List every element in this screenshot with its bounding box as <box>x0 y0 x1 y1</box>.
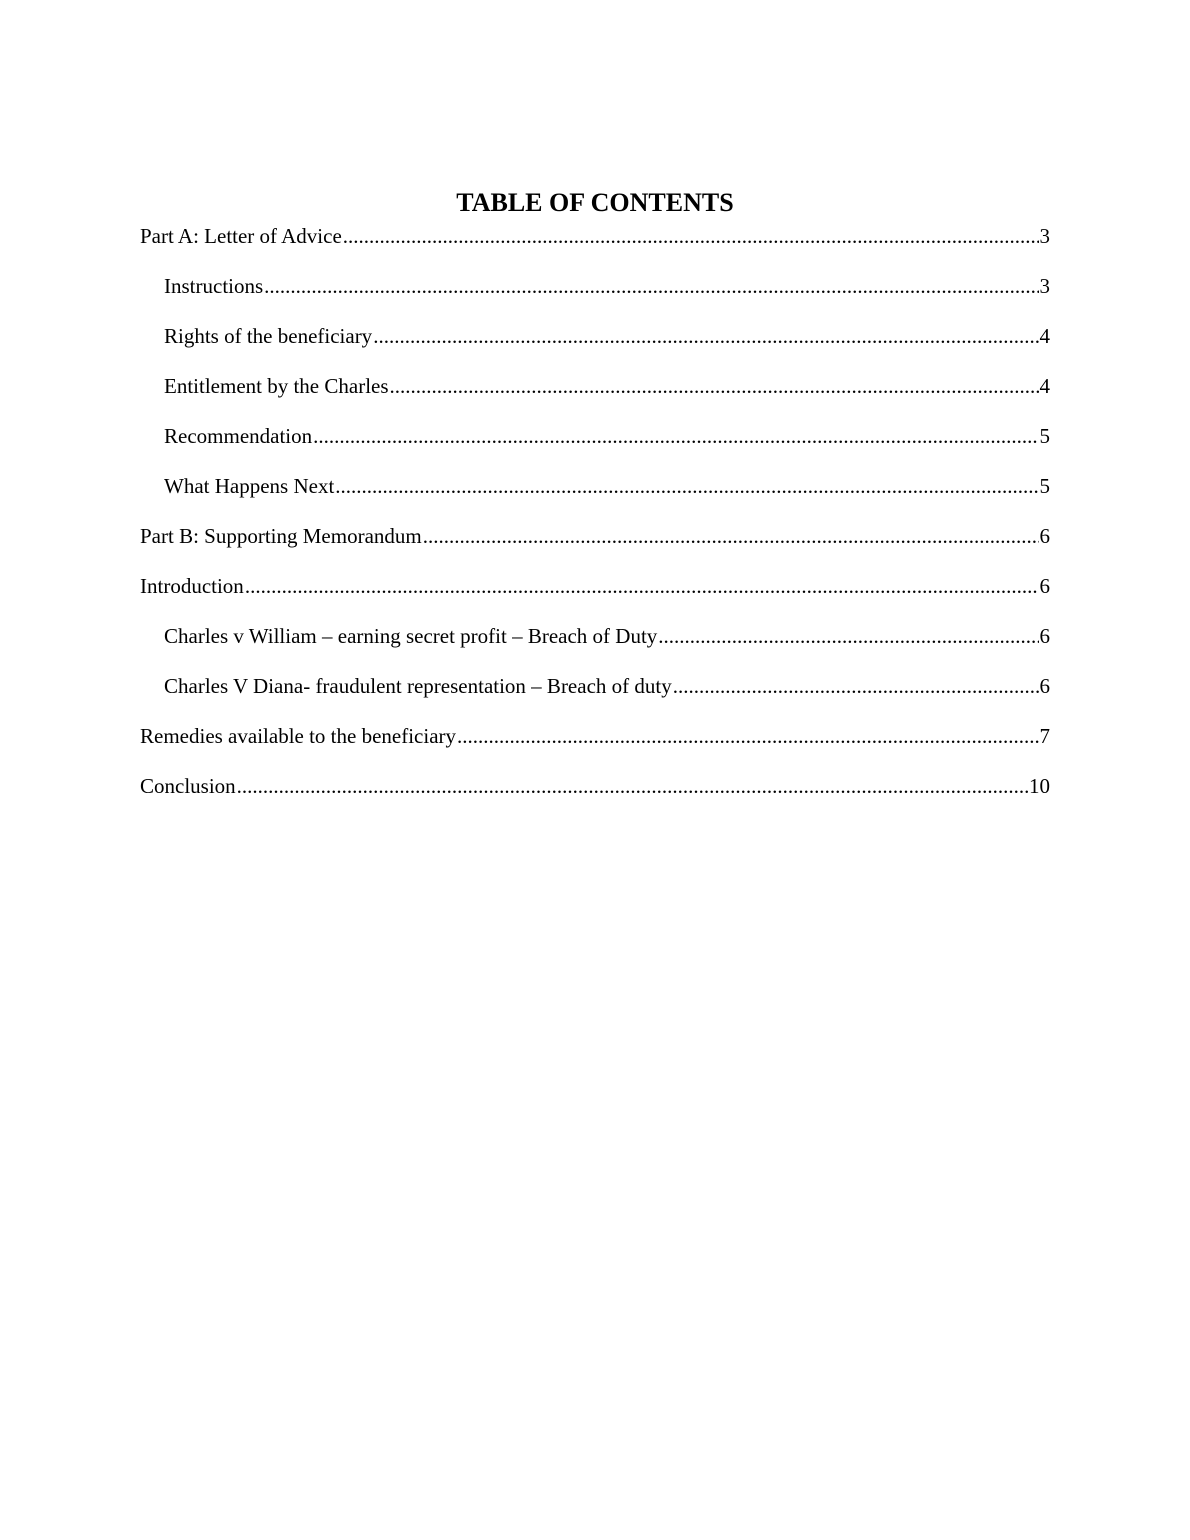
toc-entry[interactable] <box>140 271 1050 321</box>
toc-entry[interactable] <box>140 621 1050 671</box>
toc-entry[interactable] <box>140 721 1050 771</box>
toc-page-number: 6 <box>1039 674 1050 698</box>
toc-entry-text: Entitlement by the Charles <box>164 374 389 398</box>
toc-dot-leader <box>423 521 1039 551</box>
toc-page-number: 5 <box>1039 474 1050 498</box>
toc-entry-text: Conclusion <box>140 774 236 798</box>
toc-dot-leader <box>457 721 1038 751</box>
toc-entry-text: Introduction <box>140 574 244 598</box>
toc-dot-leader <box>245 571 1039 601</box>
toc-entry-text: Recommendation <box>164 424 313 448</box>
toc-title: TABLE OF CONTENTS <box>456 188 734 217</box>
toc-entry[interactable] <box>140 421 1050 471</box>
toc-entry[interactable] <box>140 321 1050 371</box>
toc-dot-leader <box>237 771 1028 801</box>
toc-page-number: 7 <box>1039 724 1050 748</box>
toc-page-number: 6 <box>1039 524 1050 548</box>
toc-entry-text: Charles v William – earning secret profit – Breach of Duty <box>164 624 658 648</box>
toc-entry[interactable] <box>140 771 1050 821</box>
toc-dot-leader <box>373 321 1038 351</box>
toc-dot-leader <box>658 621 1038 651</box>
toc-page-number: 6 <box>1039 574 1050 598</box>
toc-list <box>140 221 1050 821</box>
toc-page-number: 3 <box>1039 224 1050 248</box>
toc-entry-text: Part B: Supporting Memorandum <box>140 524 422 548</box>
toc-entry[interactable] <box>140 521 1050 571</box>
toc-entry-text: Rights of the beneficiary <box>164 324 373 348</box>
toc-entry-text: Remedies available to the beneficiary <box>140 724 457 748</box>
toc-dot-leader <box>343 221 1039 251</box>
toc-page-number: 4 <box>1039 374 1050 398</box>
toc-entry[interactable] <box>140 371 1050 421</box>
toc-entry[interactable] <box>140 221 1050 271</box>
toc-page-number: 3 <box>1039 274 1050 298</box>
toc-entry-text: Part A: Letter of Advice <box>140 224 342 248</box>
toc-dot-leader <box>264 271 1038 301</box>
toc-dot-leader <box>673 671 1039 701</box>
toc-dot-leader <box>335 471 1038 501</box>
toc-page-number: 10 <box>1029 774 1050 798</box>
toc-dot-leader <box>390 371 1039 401</box>
toc-entry[interactable] <box>140 471 1050 521</box>
toc-entry[interactable] <box>140 671 1050 721</box>
toc-entry-text: Instructions <box>164 274 264 298</box>
toc-dot-leader <box>313 421 1038 451</box>
toc-page-number: 6 <box>1039 624 1050 648</box>
toc-entry-text: Charles V Diana- fraudulent representation – Breach of duty <box>164 674 672 698</box>
toc-entry-text: What Happens Next <box>164 474 335 498</box>
toc-page-number: 5 <box>1039 424 1050 448</box>
toc-entry[interactable] <box>140 571 1050 621</box>
toc-page-number: 4 <box>1039 324 1050 348</box>
